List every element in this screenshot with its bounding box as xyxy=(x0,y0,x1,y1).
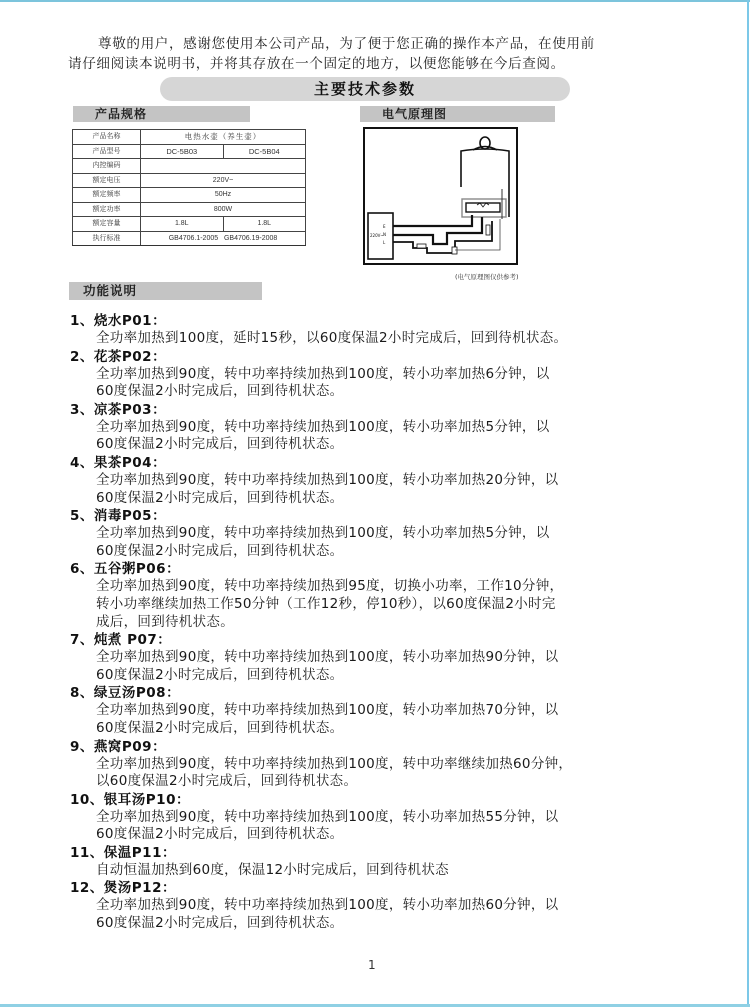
table-row xyxy=(73,188,306,203)
item-description xyxy=(70,809,710,844)
svg-text:E: E xyxy=(383,224,386,229)
description-line: 60度保温2小时完成后，回到待机状态。 xyxy=(96,666,344,683)
table-row xyxy=(73,173,306,188)
table-row xyxy=(73,130,306,145)
item-heading: 7、炖煮 P07： xyxy=(70,632,172,649)
description-line: 60度保温2小时完成后，回到待机状态。 xyxy=(96,383,344,400)
item-description xyxy=(70,578,710,631)
list-item xyxy=(70,631,710,684)
intro-line: 请仔细阅读本说明书，并将其存放在一个固定的地方，以便您能够在今后查阅。 xyxy=(68,56,565,72)
description-line: 60度保温2小时完成后，回到待机状态。 xyxy=(96,489,344,506)
description-line: 全功率加热到90度，转中功率持续加热到95度，切换小功率，工作10分钟， xyxy=(96,578,564,595)
row-value: DC-5B04 xyxy=(223,144,306,159)
item-heading: 5、消毒P05： xyxy=(70,508,167,525)
list-item xyxy=(70,791,710,844)
section-header-functions: 功能说明 xyxy=(69,282,262,300)
intro-line: 尊敬的用户，感谢您使用本公司产品，为了便于您正确的操作本产品，在使用前 xyxy=(98,36,595,52)
table-row xyxy=(73,202,306,217)
item-description xyxy=(70,702,710,737)
function-list xyxy=(70,312,710,933)
list-item xyxy=(70,738,710,791)
description-line: 全功率加热到90度，转中功率持续加热到100度，转小功率加热6分钟，以 xyxy=(96,365,550,382)
item-heading: 10、银耳汤P10： xyxy=(70,791,190,808)
section-header-circuit: 电气原理图 xyxy=(360,106,555,122)
list-item xyxy=(70,684,710,737)
row-label: 额定频率 xyxy=(73,188,141,203)
row-label: 额定容量 xyxy=(73,217,141,232)
svg-text:N: N xyxy=(383,232,386,237)
item-description xyxy=(70,419,710,454)
row-label: 额定功率 xyxy=(73,202,141,217)
table-row xyxy=(73,231,306,246)
description-line: 以60度保温2小时完成后，回到待机状态。 xyxy=(96,773,358,790)
list-item xyxy=(70,401,710,454)
row-value xyxy=(141,159,306,174)
item-heading: 11、保温P11： xyxy=(70,844,176,861)
row-label: 执行标准 xyxy=(73,231,141,246)
description-line: 全功率加热到90度，转中功率持续加热到100度，转小功率加热55分钟，以 xyxy=(96,808,559,825)
table-row xyxy=(73,217,306,232)
page-number: 1 xyxy=(368,958,376,972)
item-description xyxy=(70,897,710,932)
description-line: 成后，回到待机状态。 xyxy=(96,613,234,630)
svg-text:L: L xyxy=(383,240,386,245)
description-line: 全功率加热到90度，转中功率持续加热到100度，转小功率加热60分钟，以 xyxy=(96,897,559,914)
description-line: 全功率加热到90度，转中功率持续加热到100度，转小功率加热70分钟，以 xyxy=(96,702,559,719)
description-line: 60度保温2小时完成后，回到待机状态。 xyxy=(96,436,344,453)
item-heading: 3、凉茶P03： xyxy=(70,401,167,418)
row-label: 内控编码 xyxy=(73,159,141,174)
row-value: GB4706.1-2005 GB4706.19-2008 xyxy=(141,231,306,246)
list-item xyxy=(70,454,710,507)
item-heading: 4、果茶P04： xyxy=(70,454,167,471)
description-line: 60度保温2小时完成后，回到待机状态。 xyxy=(96,719,344,736)
item-description xyxy=(70,649,710,684)
table-row xyxy=(73,159,306,174)
description-line: 自动恒温加热到60度，保温12小时完成后，回到待机状态 xyxy=(96,861,449,878)
circuit-schematic-icon xyxy=(365,129,515,262)
description-line: 全功率加热到90度，转中功率持续加热到100度，转小功率加热5分钟，以 xyxy=(96,525,550,542)
row-label: 产品名称 xyxy=(73,130,141,145)
row-label: 产品型号 xyxy=(73,144,141,159)
page-frame-right xyxy=(747,0,749,1007)
circuit-caption: (电气原理图仅供参考) xyxy=(455,273,519,281)
item-description xyxy=(70,366,710,401)
item-heading: 12、煲汤P12： xyxy=(70,880,176,897)
item-heading: 6、五谷粥P06： xyxy=(70,561,181,578)
description-line: 全功率加热到90度，转中功率持续加热到100度，转小功率加热5分钟，以 xyxy=(96,418,550,435)
table-row xyxy=(73,144,306,159)
list-item xyxy=(70,879,710,932)
description-line: 60度保温2小时完成后，回到待机状态。 xyxy=(96,826,344,843)
row-value: 800W xyxy=(141,202,306,217)
list-item xyxy=(70,348,710,401)
description-line: 全功率加热到90度，转中功率持续加热到100度，转中功率继续加热60分钟， xyxy=(96,755,573,772)
item-description xyxy=(70,525,710,560)
row-value: 50Hz xyxy=(141,188,306,203)
list-item xyxy=(70,312,710,348)
row-value: 1.8L xyxy=(223,217,306,232)
item-heading: 8、绿豆汤P08： xyxy=(70,685,181,702)
svg-text:220V~: 220V~ xyxy=(370,233,384,238)
list-item xyxy=(70,507,710,560)
section-header-product-spec: 产品规格 xyxy=(73,106,250,122)
page-frame-top xyxy=(0,0,750,2)
description-line: 全功率加热到90度，转中功率持续加热到100度，转小功率加热90分钟，以 xyxy=(96,649,559,666)
intro-paragraph xyxy=(68,34,688,74)
description-line: 60度保温2小时完成后，回到待机状态。 xyxy=(96,915,344,932)
row-value: 1.8L xyxy=(141,217,224,232)
list-item xyxy=(70,844,710,880)
description-line: 转小功率继续加热工作50分钟（工作12秒，停10秒），以60度保温2小时完 xyxy=(96,595,556,612)
item-heading: 9、燕窝P09： xyxy=(70,738,167,755)
spec-table xyxy=(72,129,306,246)
circuit-diagram xyxy=(363,127,518,265)
item-heading: 2、花茶P02： xyxy=(70,348,167,365)
description-line: 全功率加热到100度，延时15秒，以60度保温2小时完成后，回到待机状态。 xyxy=(96,330,568,346)
item-description xyxy=(70,472,710,507)
row-label: 额定电压 xyxy=(73,173,141,188)
description-line: 60度保温2小时完成后，回到待机状态。 xyxy=(96,542,344,559)
item-heading: 1、烧水P01： xyxy=(70,313,167,329)
row-value: DC-5B03 xyxy=(141,144,224,159)
item-description xyxy=(70,330,710,348)
main-specs-banner: 主要技术参数 xyxy=(160,77,570,101)
item-description xyxy=(70,862,710,880)
item-description xyxy=(70,756,710,791)
list-item xyxy=(70,560,710,631)
row-value: 电热水壶（养生壶） xyxy=(141,130,306,145)
description-line: 全功率加热到90度，转中功率持续加热到100度，转小功率加热20分钟，以 xyxy=(96,471,559,488)
row-value: 220V~ xyxy=(141,173,306,188)
